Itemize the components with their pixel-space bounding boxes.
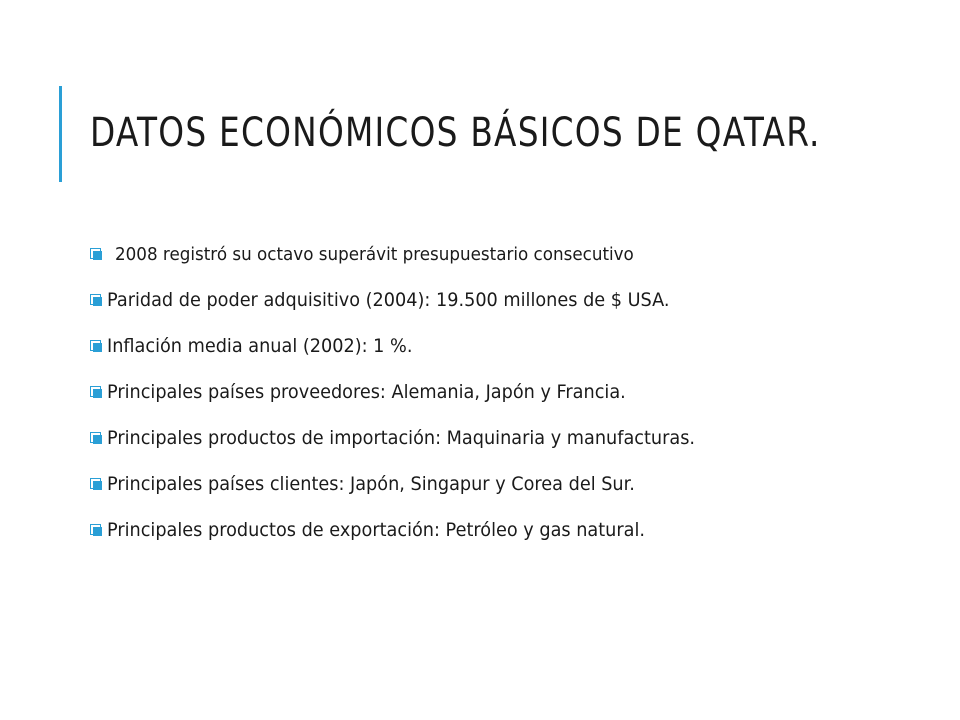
square-bullet-icon <box>90 524 102 536</box>
bullet-item <box>90 516 930 544</box>
bullet-item <box>90 424 930 452</box>
bullet-item <box>90 240 930 268</box>
bullet-text: Principales países clientes: Japón, Singapur y Corea del Sur. <box>107 473 635 495</box>
bullet-item <box>90 332 930 360</box>
title-accent-bar <box>59 86 62 182</box>
bullet-text: Inflación media anual (2002): 1 %. <box>107 335 413 357</box>
slide-title: DATOS ECONÓMICOS BÁSICOS DE QATAR. <box>90 110 821 156</box>
bullet-list <box>90 240 930 562</box>
square-bullet-icon <box>90 386 102 398</box>
bullet-item <box>90 378 930 406</box>
square-bullet-icon <box>90 248 102 260</box>
square-bullet-icon <box>90 294 102 306</box>
square-bullet-icon <box>90 432 102 444</box>
bullet-text: Paridad de poder adquisitivo (2004): 19.500 millones de $ USA. <box>107 289 670 311</box>
bullet-text: Principales productos de importación: Maquinaria y manufacturas. <box>107 427 696 449</box>
square-bullet-icon <box>90 340 102 352</box>
bullet-text: 2008 registró su octavo superávit presupuestario consecutivo <box>115 243 634 265</box>
bullet-item <box>90 470 930 498</box>
bullet-text: Principales países proveedores: Alemania, Japón y Francia. <box>107 381 626 403</box>
square-bullet-icon <box>90 478 102 490</box>
bullet-item <box>90 286 930 314</box>
bullet-text: Principales productos de exportación: Petróleo y gas natural. <box>107 519 646 541</box>
